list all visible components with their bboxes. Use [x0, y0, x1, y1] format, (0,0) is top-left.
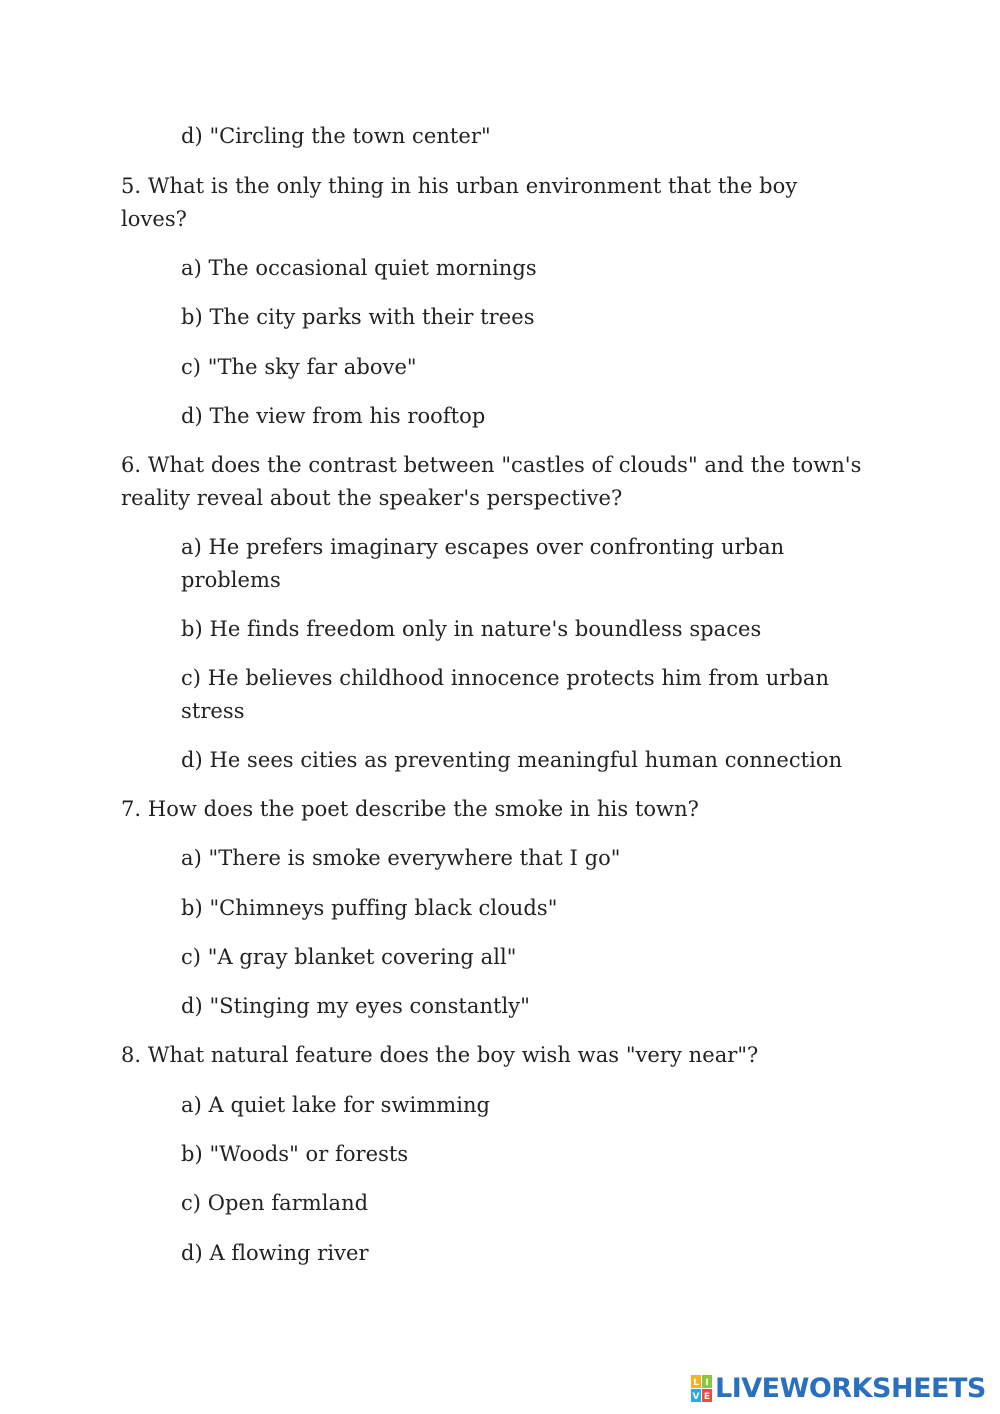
q6-question-line2: reality reveal about the speaker's perspective?: [121, 486, 623, 510]
svg-text:E: E: [703, 1392, 711, 1402]
q5-option-c: c) "The sky far above": [181, 355, 417, 379]
q8-option-c: c) Open farmland: [181, 1191, 369, 1215]
liveworksheets-logo-icon: [691, 1375, 713, 1403]
q5-option-b: b) The city parks with their trees: [181, 305, 535, 329]
q8-option-b: b) "Woods" or forests: [181, 1142, 409, 1166]
q7-option-c: c) "A gray blanket covering all": [181, 945, 517, 969]
q6-option-a-line1: a) He prefers imaginary escapes over confronting urban: [181, 535, 785, 559]
liveworksheets-logo[interactable]: [691, 1374, 986, 1404]
q6-option-b: b) He finds freedom only in nature's boundless spaces: [181, 617, 762, 641]
q4-option-d: d) "Circling the town center": [181, 124, 491, 148]
q8-option-a: a) A quiet lake for swimming: [181, 1093, 491, 1117]
q5-question-line1: 5. What is the only thing in his urban environment that the boy: [121, 174, 798, 198]
q7-option-d: d) "Stinging my eyes constantly": [181, 994, 530, 1018]
svg-text:L: L: [693, 1378, 699, 1388]
q5-option-d: d) The view from his rooftop: [181, 404, 486, 428]
q7-option-b: b) "Chimneys puffing black clouds": [181, 896, 558, 920]
q6-option-d: d) He sees cities as preventing meaningful human connection: [181, 748, 843, 772]
q8-option-d: d) A flowing river: [181, 1241, 369, 1265]
q6-option-c-line2: stress: [181, 699, 245, 723]
q5-question-line2: loves?: [121, 207, 187, 231]
q6-question-line1: 6. What does the contrast between "castles of clouds" and the town's: [121, 453, 862, 477]
svg-text:V: V: [692, 1392, 700, 1402]
q6-option-a-line2: problems: [181, 568, 281, 592]
logo-wordmark: LIVEWORKSHEETS: [715, 1373, 986, 1404]
q7-option-a: a) "There is smoke everywhere that I go": [181, 846, 621, 870]
q7-question: 7. How does the poet describe the smoke in his town?: [121, 797, 699, 821]
svg-text:I: I: [705, 1378, 709, 1388]
q6-option-c-line1: c) He believes childhood innocence protects him from urban: [181, 666, 830, 690]
q5-option-a: a) The occasional quiet mornings: [181, 256, 537, 280]
q8-question: 8. What natural feature does the boy wish was "very near"?: [121, 1043, 759, 1067]
